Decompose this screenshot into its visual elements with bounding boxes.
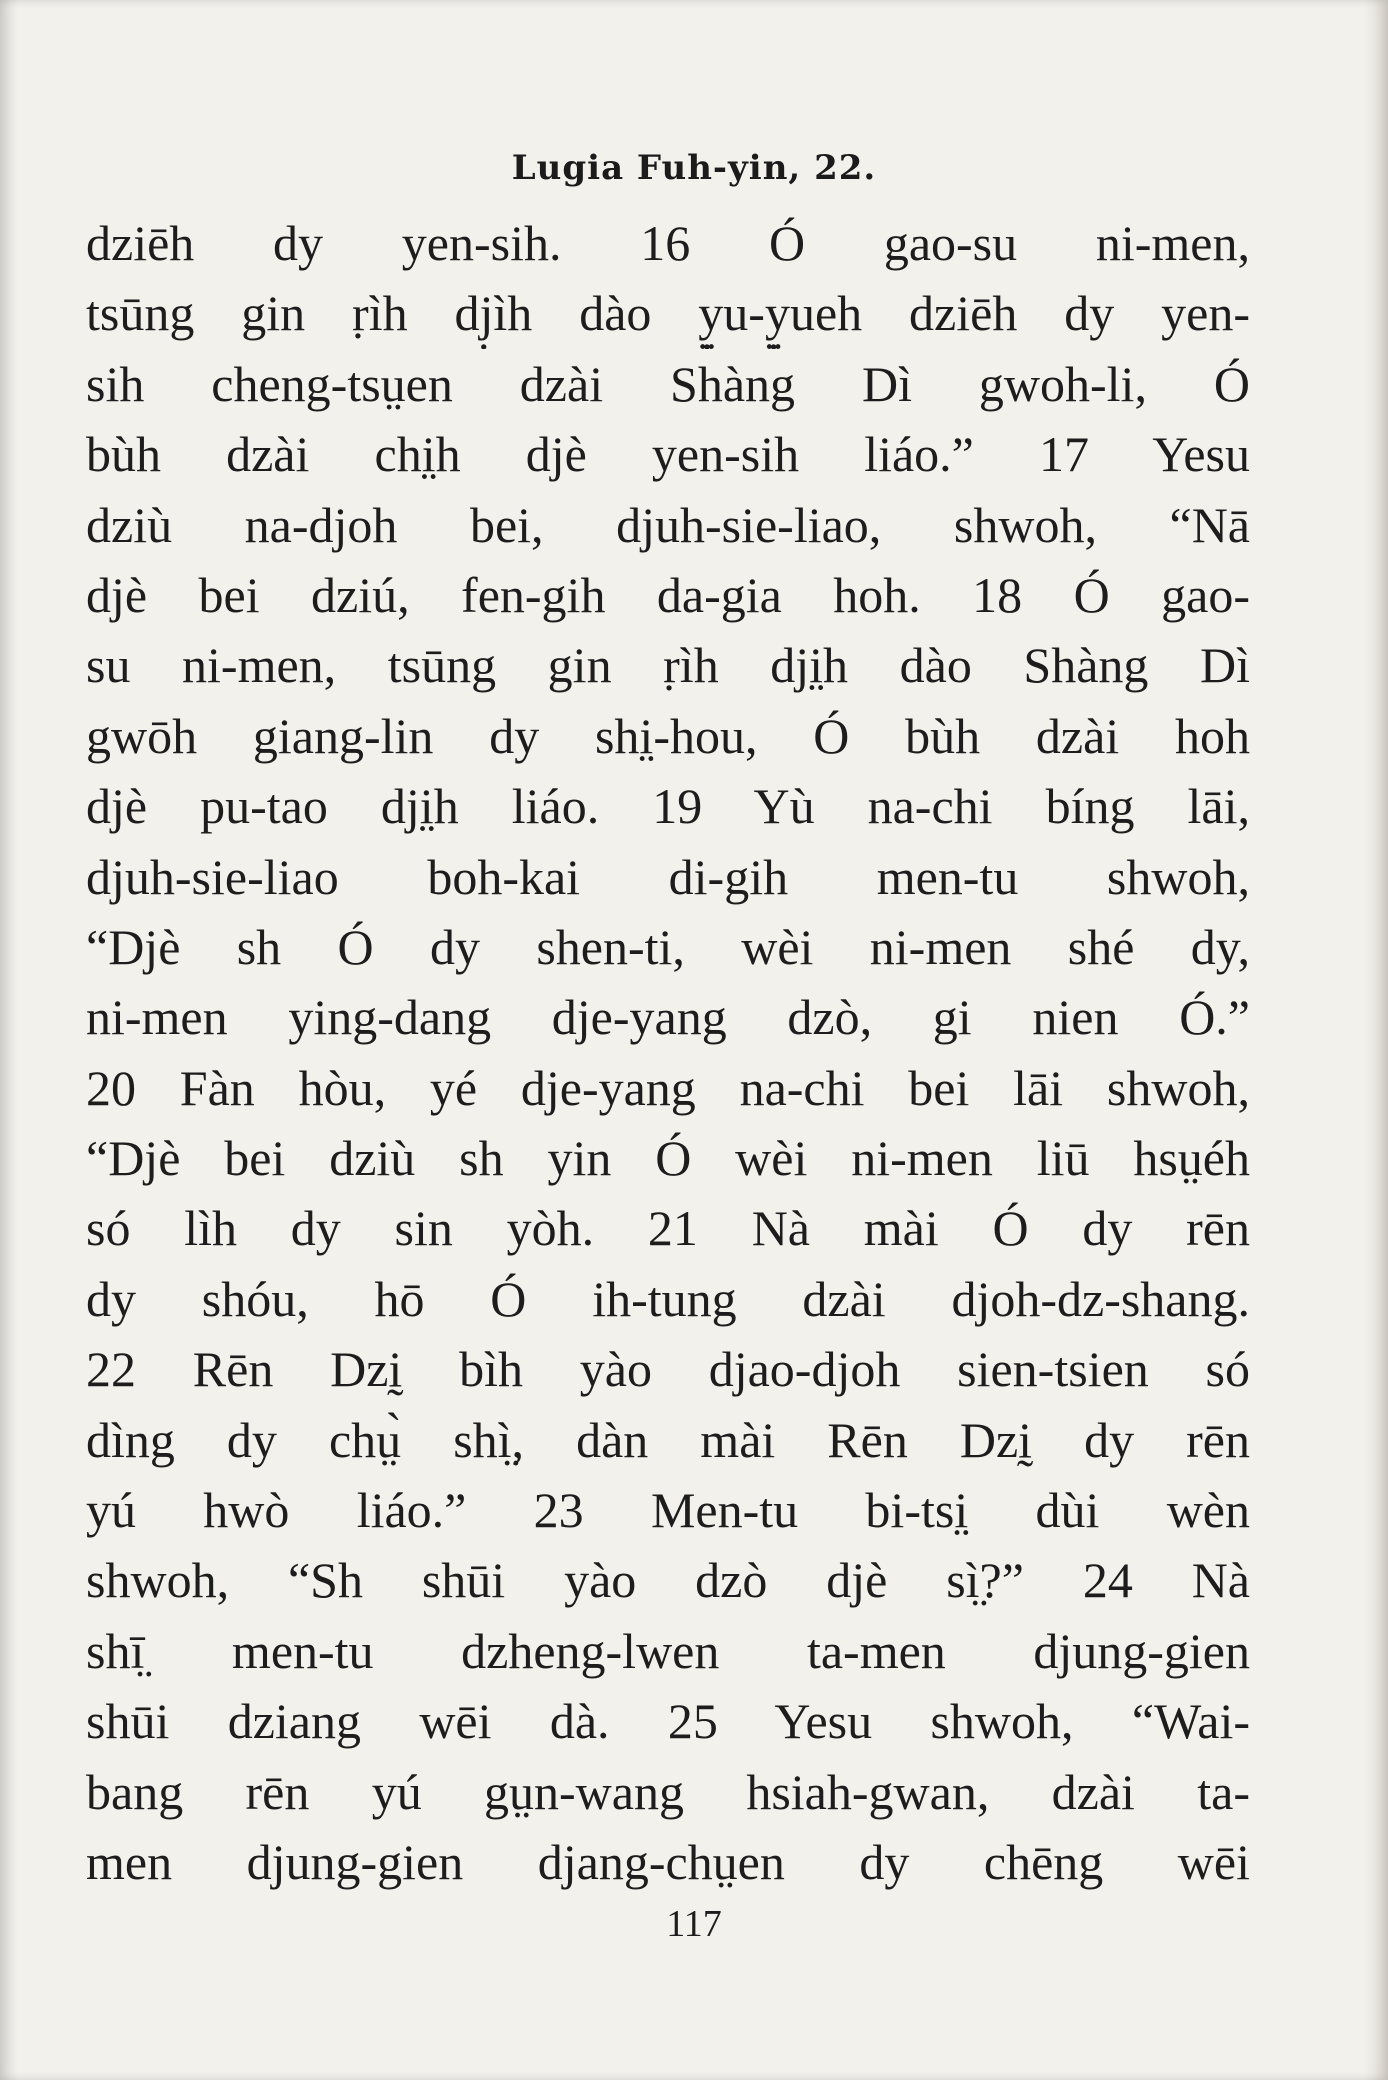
text-line: 22 Rēn Dzḭ bìh yào djao-djoh sien-tsien só	[86, 1341, 1250, 1398]
page-number: 117	[666, 1903, 722, 1945]
text-line: bang rēn yú gṳn-wang hsiah-gwan, dzài ta-	[86, 1763, 1250, 1820]
text-line: shwoh, “Sh shūi yào dzò djè sì̤?” 24 Nà	[86, 1552, 1250, 1609]
text-line: men djung-gien djang-chṳen dy chēng wēi	[86, 1833, 1250, 1890]
text-line: su ni-men, tsūng gin ṛìh dji̤h dào Shàng Dì	[86, 637, 1250, 694]
running-head: Lugia Fuh-yin, 22.	[511, 148, 877, 188]
text-line: 20 Fàn hòu, yé dje-yang na-chi bei lāi shwoh,	[86, 1059, 1250, 1116]
text-line: só lìh dy sin yòh. 21 Nà mài Ó dy rēn	[86, 1200, 1250, 1257]
text-line: dìng dy chṳ̀ shì̤, dàn mài Rēn Dzḭ dy rēn	[86, 1411, 1250, 1468]
text-line: ni-men ying-dang dje-yang dzò, gi nien Ó.”	[86, 989, 1250, 1046]
text-line: gwōh giang-lin dy shi̤-hou, Ó bùh dzài hoh	[86, 707, 1250, 764]
text-line: dziēh dy yen-sih. 16 Ó gao-su ni-men,	[86, 215, 1250, 271]
text-line: djuh-sie-liao boh-kai di-gih men-tu shwoh,	[86, 848, 1250, 905]
text-line: “Djè bei dziù sh yin Ó wèi ni-men liū hsṳéh	[86, 1130, 1250, 1187]
text-line: bùh dzài chi̤h djè yen-sih liáo.” 17 Yesu	[86, 426, 1250, 483]
text-line: dy shóu, hō Ó ih-tung dzài djoh-dz-shang.	[86, 1270, 1250, 1327]
text-line: djè pu-tao dji̤h liáo. 19 Yù na-chi bíng lāi,	[86, 778, 1250, 835]
text-line: “Djè sh Ó dy shen-ti, wèi ni-men shé dy,	[86, 918, 1250, 975]
text-line: yú hwò liáo.” 23 Men-tu bi-tsi̤ dùi wèn	[86, 1482, 1250, 1539]
text-line: djè bei dziú, fen-gih da-gia hoh. 18 Ó gao-	[86, 566, 1250, 623]
text-line: shī̤ men-tu dzheng-lwen ta-men djung-gien	[86, 1622, 1250, 1679]
page-edge	[1364, 0, 1388, 2080]
spine-shadow	[0, 0, 18, 2080]
text-line: dziù na-djoh bei, djuh-sie-liao, shwoh, “Nā	[86, 496, 1250, 553]
body-text	[86, 208, 1250, 1897]
text-line: sih cheng-tsṳen dzài Shàng Dì gwoh-li, Ó	[86, 355, 1250, 412]
text-line: shūi dziang wēi dà. 25 Yesu shwoh, “Wai-	[86, 1693, 1250, 1750]
text-line: tsūng gin ṛìh dj̣ìh dào y̤̣u-y̤̣ueh dziēh dy yen-	[86, 285, 1250, 342]
